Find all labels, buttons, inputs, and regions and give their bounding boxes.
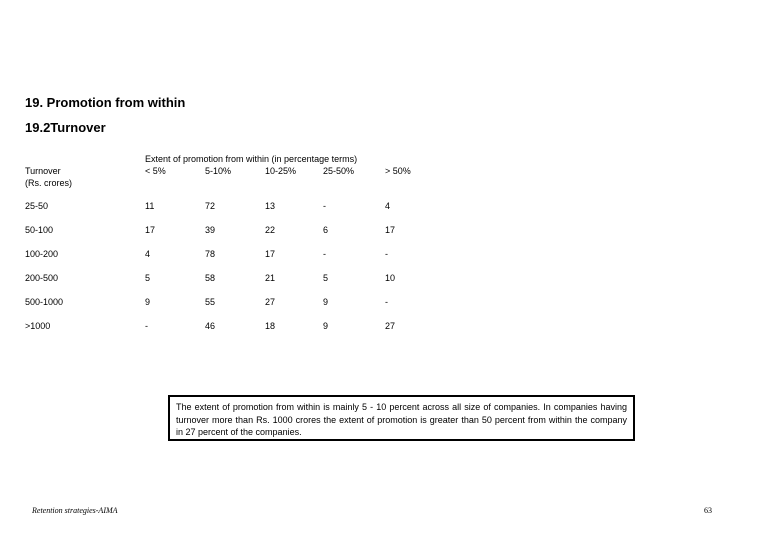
table-cell: 27 <box>265 297 276 307</box>
table-cell: 10 <box>385 273 396 283</box>
table-row <box>0 272 780 284</box>
column-header: 5-10% <box>205 166 232 176</box>
table-cell: 18 <box>265 321 276 331</box>
table-row <box>0 248 780 260</box>
table-cell: 4 <box>385 201 391 211</box>
table-cell: 22 <box>265 225 276 235</box>
stub-header-line: (Rs. crores) <box>25 178 72 188</box>
subsection-title: 19.2Turnover <box>25 120 106 135</box>
table-cell: 78 <box>205 249 216 259</box>
table-cell: 5 <box>145 273 151 283</box>
column-header: < 5% <box>145 166 166 176</box>
page-number: 63 <box>704 506 712 515</box>
row-label: 200-500 <box>25 273 59 283</box>
footer-source: Retention strategies-AIMA <box>32 506 118 515</box>
table-cell: 9 <box>323 297 329 307</box>
table-cell: 4 <box>145 249 151 259</box>
table-row <box>0 224 780 236</box>
table-cell: 55 <box>205 297 216 307</box>
table-spanner-header: Extent of promotion from within (in percentage terms) <box>145 154 358 164</box>
table-cell: 11 <box>145 201 155 211</box>
table-row <box>0 200 780 212</box>
table-cell: 46 <box>205 321 216 331</box>
row-label: 25-50 <box>25 201 49 211</box>
table-cell: - <box>323 201 326 211</box>
summary-note-box: The extent of promotion from within is mainly 5 - 10 percent across all size of companies. In companies having turnover more than Rs. 1000 crores the extent of promotion is greater than 50 percent from within the company in 27 percent of the companies. <box>168 395 635 441</box>
table-cell: 17 <box>385 225 396 235</box>
table-cell: 17 <box>265 249 276 259</box>
table-cell: 39 <box>205 225 216 235</box>
table-cell: 17 <box>145 225 156 235</box>
column-header: 10-25% <box>265 166 297 176</box>
table-cell: 21 <box>265 273 276 283</box>
table-cell: 9 <box>323 321 329 331</box>
table-cell: - <box>145 321 148 331</box>
table-cell: 27 <box>385 321 396 331</box>
table-cell: 13 <box>265 201 276 211</box>
row-label: 50-100 <box>25 225 54 235</box>
table-cell: - <box>385 297 388 307</box>
table-row <box>0 296 780 308</box>
section-title: 19. Promotion from within <box>25 95 186 110</box>
stub-header-line: Turnover <box>25 166 61 176</box>
table-cell: 6 <box>323 225 329 235</box>
table-cell: 58 <box>205 273 216 283</box>
row-label: 500-1000 <box>25 297 64 307</box>
row-label: >1000 <box>25 321 51 331</box>
table-cell: - <box>385 249 388 259</box>
column-header: 25-50% <box>323 166 355 176</box>
table-cell: 9 <box>145 297 151 307</box>
row-label: 100-200 <box>25 249 59 259</box>
table-stub-header <box>25 165 72 189</box>
table-cell: - <box>323 249 326 259</box>
table-cell: 72 <box>205 201 216 211</box>
table-cell: 5 <box>323 273 329 283</box>
table-row <box>0 320 780 332</box>
column-header: > 50% <box>385 166 411 176</box>
